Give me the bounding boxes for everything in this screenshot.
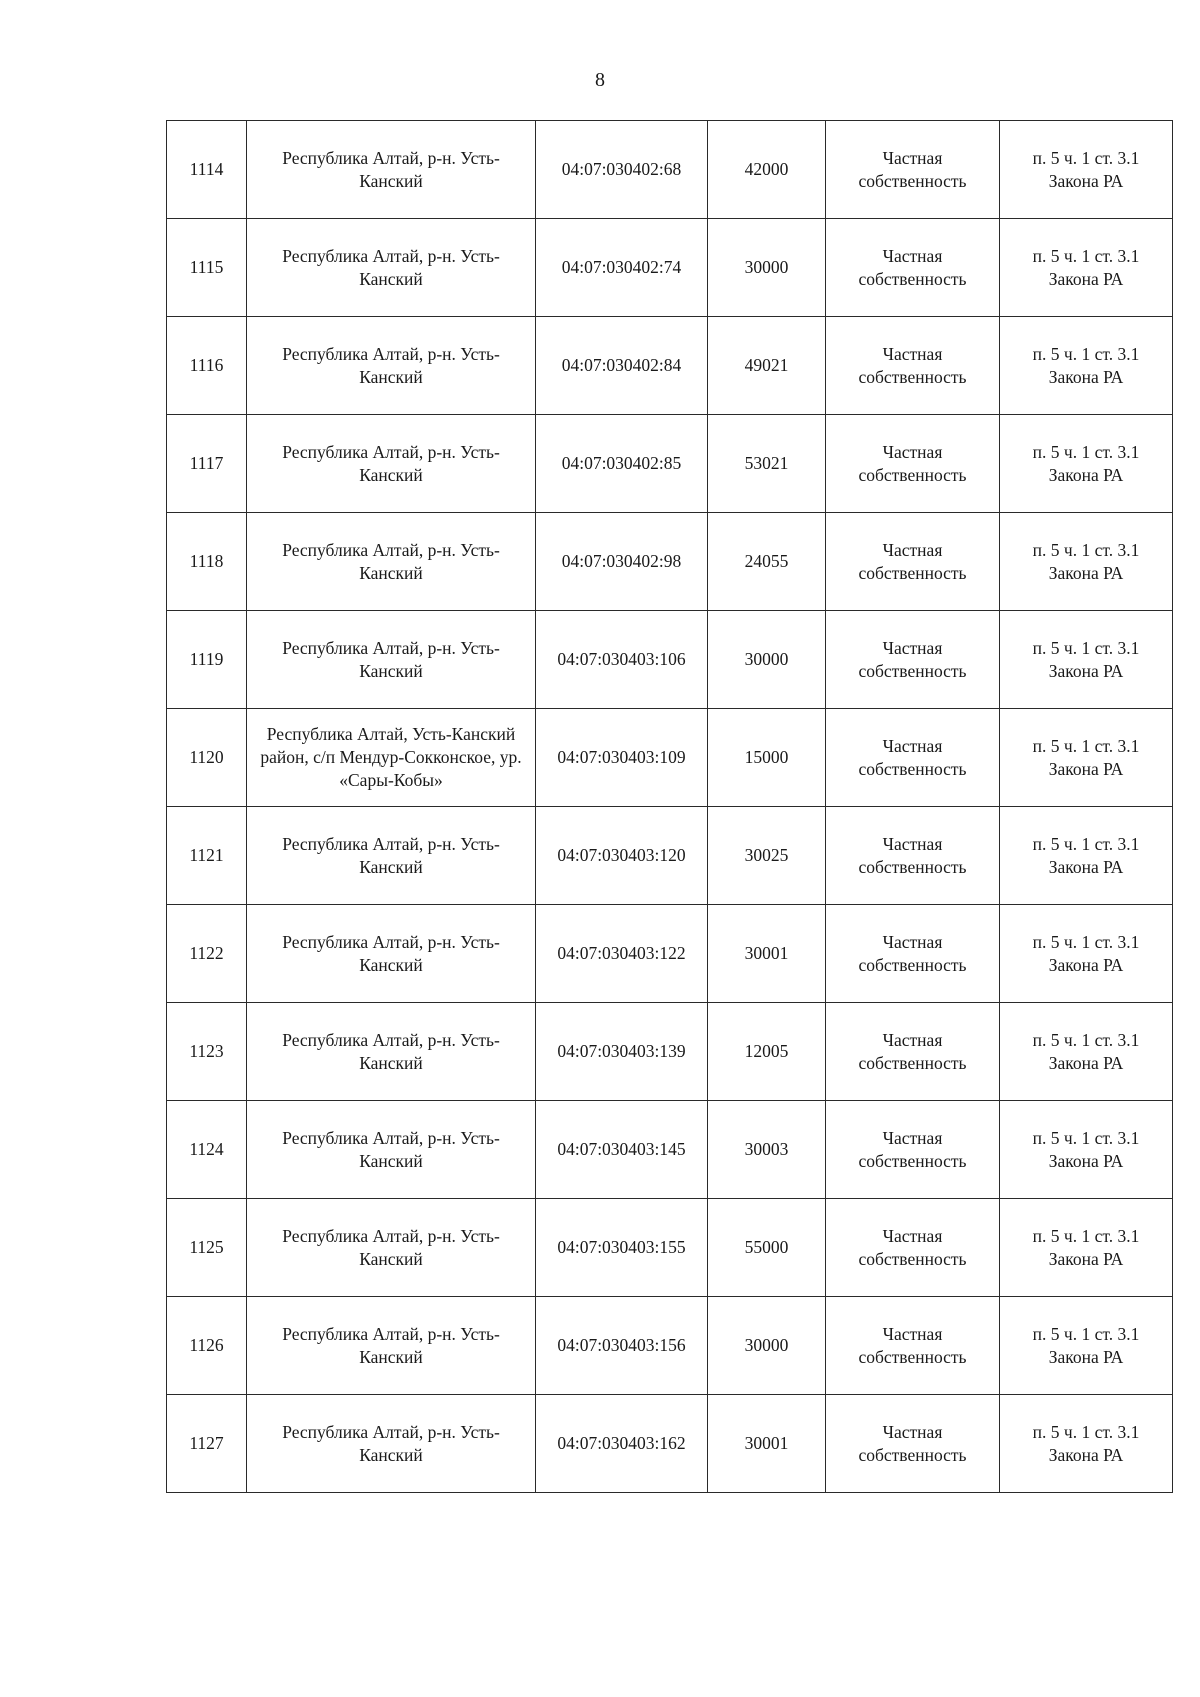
area: 30000 <box>744 649 789 669</box>
law-cell <box>1000 1395 1173 1493</box>
row-number: 1122 <box>189 943 224 963</box>
area: 49021 <box>744 355 789 375</box>
area: 30000 <box>744 257 789 277</box>
area-cell <box>708 1395 826 1493</box>
cadastral-cell <box>536 1395 708 1493</box>
law-cell <box>1000 1101 1173 1199</box>
area-cell <box>708 219 826 317</box>
table-row <box>167 807 1173 905</box>
law-cell <box>1000 121 1173 219</box>
address: Республика Алтай, р-н. Усть-Канский <box>282 147 500 191</box>
address-cell <box>247 905 536 1003</box>
area-cell <box>708 1003 826 1101</box>
cadastral-cell <box>536 1199 708 1297</box>
address-cell <box>247 611 536 709</box>
address: Республика Алтай, Усть-Канский район, с/п Мендур-Сокконское, ур. «Сары-Кобы» <box>260 724 522 790</box>
address-cell <box>247 807 536 905</box>
row-number-cell <box>167 905 247 1003</box>
cadastral-number: 04:07:030402:98 <box>561 551 682 571</box>
ownership: Частная собственность <box>858 1323 967 1367</box>
address-cell <box>247 513 536 611</box>
address: Республика Алтай, р-н. Усть-Канский <box>282 1225 500 1269</box>
law-cell <box>1000 1199 1173 1297</box>
area: 53021 <box>744 453 789 473</box>
address-cell <box>247 1101 536 1199</box>
area-cell <box>708 1297 826 1395</box>
row-number: 1125 <box>189 1237 224 1257</box>
address-cell <box>247 1199 536 1297</box>
cadastral-cell <box>536 317 708 415</box>
ownership-cell <box>826 1003 1000 1101</box>
area-cell <box>708 415 826 513</box>
row-number-cell <box>167 1395 247 1493</box>
ownership-cell <box>826 121 1000 219</box>
cadastral-cell <box>536 709 708 807</box>
law-reference: п. 5 ч. 1 ст. 3.1 Закона РА <box>1032 147 1140 191</box>
row-number-cell <box>167 1003 247 1101</box>
address: Республика Алтай, р-н. Усть-Канский <box>282 245 500 289</box>
page-number: 8 <box>595 69 605 91</box>
ownership-cell <box>826 415 1000 513</box>
table-row <box>167 415 1173 513</box>
law-reference: п. 5 ч. 1 ст. 3.1 Закона РА <box>1032 1029 1140 1073</box>
area-cell <box>708 709 826 807</box>
row-number: 1123 <box>189 1041 224 1061</box>
area: 30001 <box>744 1433 789 1453</box>
address: Республика Алтай, р-н. Усть-Канский <box>282 539 500 583</box>
law-reference: п. 5 ч. 1 ст. 3.1 Закона РА <box>1032 1127 1140 1171</box>
area-cell <box>708 1199 826 1297</box>
law-reference: п. 5 ч. 1 ст. 3.1 Закона РА <box>1032 833 1140 877</box>
law-reference: п. 5 ч. 1 ст. 3.1 Закона РА <box>1032 1225 1140 1269</box>
cadastral-cell <box>536 121 708 219</box>
cadastral-cell <box>536 513 708 611</box>
cadastral-number: 04:07:030403:109 <box>557 747 686 767</box>
area: 42000 <box>744 159 789 179</box>
address: Республика Алтай, р-н. Усть-Канский <box>282 343 500 387</box>
area: 55000 <box>744 1237 789 1257</box>
ownership: Частная собственность <box>858 245 967 289</box>
area-cell <box>708 317 826 415</box>
row-number-cell <box>167 1199 247 1297</box>
row-number-cell <box>167 219 247 317</box>
row-number-cell <box>167 121 247 219</box>
ownership: Частная собственность <box>858 833 967 877</box>
ownership-cell <box>826 611 1000 709</box>
row-number: 1121 <box>189 845 224 865</box>
ownership: Частная собственность <box>858 1225 967 1269</box>
row-number: 1117 <box>189 453 224 473</box>
address-cell <box>247 317 536 415</box>
table-row <box>167 1199 1173 1297</box>
law-cell <box>1000 1297 1173 1395</box>
ownership: Частная собственность <box>858 1421 967 1465</box>
cadastral-cell <box>536 1003 708 1101</box>
row-number: 1116 <box>189 355 224 375</box>
table-row <box>167 1395 1173 1493</box>
table-row <box>167 317 1173 415</box>
area: 30000 <box>744 1335 789 1355</box>
law-cell <box>1000 807 1173 905</box>
ownership: Частная собственность <box>858 735 967 779</box>
row-number: 1115 <box>189 257 224 277</box>
address: Республика Алтай, р-н. Усть-Канский <box>282 1323 500 1367</box>
ownership-cell <box>826 317 1000 415</box>
cadastral-number: 04:07:030403:145 <box>557 1139 686 1159</box>
area: 12005 <box>744 1041 789 1061</box>
ownership: Частная собственность <box>858 539 967 583</box>
ownership-cell <box>826 1297 1000 1395</box>
table-row <box>167 513 1173 611</box>
ownership: Частная собственность <box>858 441 967 485</box>
address: Республика Алтай, р-н. Усть-Канский <box>282 1421 500 1465</box>
law-reference: п. 5 ч. 1 ст. 3.1 Закона РА <box>1032 1323 1140 1367</box>
table-row <box>167 1297 1173 1395</box>
row-number: 1127 <box>189 1433 224 1453</box>
law-cell <box>1000 317 1173 415</box>
row-number: 1124 <box>189 1139 224 1159</box>
address-cell <box>247 709 536 807</box>
table-row <box>167 219 1173 317</box>
law-reference: п. 5 ч. 1 ст. 3.1 Закона РА <box>1032 637 1140 681</box>
address-cell <box>247 415 536 513</box>
law-cell <box>1000 513 1173 611</box>
address: Республика Алтай, р-н. Усть-Канский <box>282 1029 500 1073</box>
cadastral-cell <box>536 611 708 709</box>
ownership-cell <box>826 905 1000 1003</box>
table-row <box>167 121 1173 219</box>
address-cell <box>247 1395 536 1493</box>
cadastral-number: 04:07:030402:68 <box>561 159 682 179</box>
cadastral-number: 04:07:030402:74 <box>561 257 682 277</box>
ownership-cell <box>826 709 1000 807</box>
address-cell <box>247 121 536 219</box>
row-number-cell <box>167 1297 247 1395</box>
address-cell <box>247 1003 536 1101</box>
table-row <box>167 1003 1173 1101</box>
ownership-cell <box>826 1199 1000 1297</box>
address: Республика Алтай, р-н. Усть-Канский <box>282 931 500 975</box>
address: Республика Алтай, р-н. Усть-Канский <box>282 637 500 681</box>
cadastral-number: 04:07:030403:122 <box>557 943 686 963</box>
law-reference: п. 5 ч. 1 ст. 3.1 Закона РА <box>1032 343 1140 387</box>
ownership-cell <box>826 1101 1000 1199</box>
row-number-cell <box>167 415 247 513</box>
area-cell <box>708 905 826 1003</box>
cadastral-cell <box>536 219 708 317</box>
row-number-cell <box>167 807 247 905</box>
area-cell <box>708 611 826 709</box>
area: 30001 <box>744 943 789 963</box>
area: 15000 <box>744 747 789 767</box>
ownership: Частная собственность <box>858 1127 967 1171</box>
area-cell <box>708 121 826 219</box>
law-cell <box>1000 905 1173 1003</box>
address: Республика Алтай, р-н. Усть-Канский <box>282 833 500 877</box>
ownership: Частная собственность <box>858 147 967 191</box>
cadastral-cell <box>536 905 708 1003</box>
cadastral-number: 04:07:030403:139 <box>557 1041 686 1061</box>
area-cell <box>708 807 826 905</box>
table-row <box>167 709 1173 807</box>
row-number: 1120 <box>189 747 224 767</box>
table-row <box>167 905 1173 1003</box>
row-number-cell <box>167 1101 247 1199</box>
row-number-cell <box>167 513 247 611</box>
cadastral-number: 04:07:030403:155 <box>557 1237 686 1257</box>
law-reference: п. 5 ч. 1 ст. 3.1 Закона РА <box>1032 539 1140 583</box>
ownership-cell <box>826 1395 1000 1493</box>
row-number: 1126 <box>189 1335 224 1355</box>
area-cell <box>708 1101 826 1199</box>
row-number-cell <box>167 317 247 415</box>
ownership-cell <box>826 219 1000 317</box>
area-cell <box>708 513 826 611</box>
ownership-cell <box>826 807 1000 905</box>
row-number: 1119 <box>189 649 224 669</box>
cadastral-number: 04:07:030403:156 <box>557 1335 686 1355</box>
law-cell <box>1000 219 1173 317</box>
law-cell <box>1000 415 1173 513</box>
area: 24055 <box>744 551 789 571</box>
cadastral-number: 04:07:030402:85 <box>561 453 682 473</box>
table-row <box>167 611 1173 709</box>
law-reference: п. 5 ч. 1 ст. 3.1 Закона РА <box>1032 735 1140 779</box>
cadastral-cell <box>536 415 708 513</box>
law-reference: п. 5 ч. 1 ст. 3.1 Закона РА <box>1032 245 1140 289</box>
address: Республика Алтай, р-н. Усть-Канский <box>282 1127 500 1171</box>
ownership: Частная собственность <box>858 1029 967 1073</box>
ownership-cell <box>826 513 1000 611</box>
area: 30003 <box>744 1139 789 1159</box>
ownership: Частная собственность <box>858 637 967 681</box>
table-row <box>167 1101 1173 1199</box>
land-registry-table <box>166 120 1173 1493</box>
row-number-cell <box>167 709 247 807</box>
cadastral-cell <box>536 1101 708 1199</box>
law-cell <box>1000 709 1173 807</box>
cadastral-number: 04:07:030403:106 <box>557 649 686 669</box>
law-reference: п. 5 ч. 1 ст. 3.1 Закона РА <box>1032 441 1140 485</box>
cadastral-number: 04:07:030403:162 <box>557 1433 686 1453</box>
row-number: 1118 <box>189 551 224 571</box>
cadastral-number: 04:07:030402:84 <box>561 355 682 375</box>
law-cell <box>1000 1003 1173 1101</box>
address-cell <box>247 219 536 317</box>
cadastral-number: 04:07:030403:120 <box>557 845 686 865</box>
ownership: Частная собственность <box>858 931 967 975</box>
law-reference: п. 5 ч. 1 ст. 3.1 Закона РА <box>1032 1421 1140 1465</box>
cadastral-cell <box>536 807 708 905</box>
law-reference: п. 5 ч. 1 ст. 3.1 Закона РА <box>1032 931 1140 975</box>
row-number: 1114 <box>189 159 224 179</box>
address: Республика Алтай, р-н. Усть-Канский <box>282 441 500 485</box>
row-number-cell <box>167 611 247 709</box>
cadastral-cell <box>536 1297 708 1395</box>
law-cell <box>1000 611 1173 709</box>
address-cell <box>247 1297 536 1395</box>
area: 30025 <box>744 845 789 865</box>
ownership: Частная собственность <box>858 343 967 387</box>
